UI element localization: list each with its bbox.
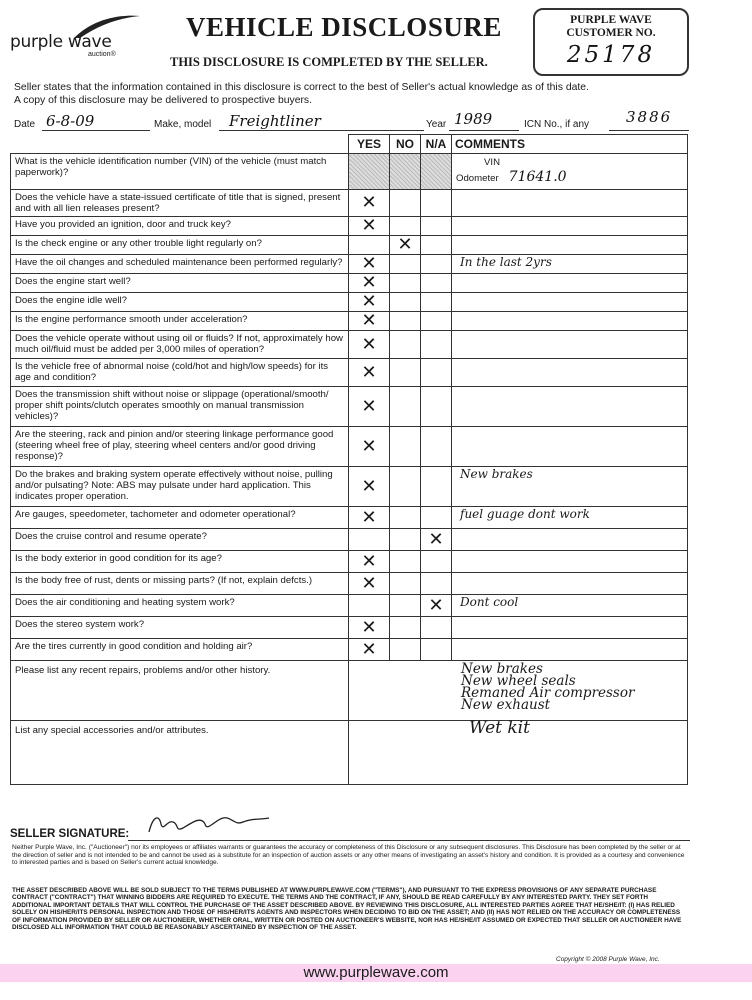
no-cell[interactable] <box>390 154 421 190</box>
signature-line <box>10 826 690 842</box>
no-cell[interactable] <box>390 274 421 293</box>
repairs-line: New wheel seals <box>461 673 576 689</box>
no-cell[interactable] <box>390 190 421 217</box>
make-label: Make, model <box>154 119 212 130</box>
question-text: Have the oil changes and scheduled maintenance been performed regularly? <box>11 255 349 274</box>
yes-cell[interactable] <box>349 293 390 312</box>
no-cell[interactable] <box>390 573 421 595</box>
footer-bar <box>0 964 752 982</box>
yes-cell[interactable] <box>349 595 390 617</box>
table-row <box>11 507 688 529</box>
checkmark-x-icon: ✕ <box>428 594 444 616</box>
question-text: Do the brakes and braking system operate effectively without noise, pulling and/or pulsating? Note: ABS may pulsate under hard application. This indicates proper operation. <box>11 467 349 507</box>
no-cell[interactable] <box>390 236 421 255</box>
yes-cell[interactable] <box>349 190 390 217</box>
checkmark-x-icon: ✕ <box>361 291 377 312</box>
comment-cell: Dont cool <box>452 595 688 617</box>
na-cell[interactable] <box>421 507 452 529</box>
checkmark-x-icon: ✕ <box>361 572 377 594</box>
na-cell[interactable] <box>421 639 452 661</box>
comment-cell <box>452 387 688 427</box>
yes-cell[interactable] <box>349 217 390 236</box>
question-text: Does the cruise control and resume operate? <box>11 529 349 551</box>
signature-underline <box>128 840 690 841</box>
icn-underline <box>609 130 689 131</box>
table-row <box>11 217 688 236</box>
question-text: Is the engine performance smooth under acceleration? <box>11 312 349 331</box>
question-text: Does the engine idle well? <box>11 293 349 312</box>
checkmark-x-icon: ✕ <box>361 550 377 572</box>
copyright: Copyright © 2008 Purple Wave, Inc. <box>556 956 660 963</box>
yes-cell[interactable] <box>349 312 390 331</box>
yes-cell[interactable] <box>349 359 390 387</box>
na-cell[interactable] <box>421 154 452 190</box>
comment-cell <box>452 236 688 255</box>
repairs-line: Remaned Air compressor <box>461 685 635 701</box>
year-underline <box>449 130 519 131</box>
no-cell[interactable] <box>390 639 421 661</box>
yes-cell[interactable] <box>349 387 390 427</box>
question-text: Does the air conditioning and heating system work? <box>11 595 349 617</box>
table-row <box>11 274 688 293</box>
yes-cell[interactable] <box>349 551 390 573</box>
comment-cell: New brakes <box>452 467 688 507</box>
checkmark-x-icon: ✕ <box>361 192 377 213</box>
table-row <box>11 293 688 312</box>
comment-cell <box>452 427 688 467</box>
checkmark-x-icon: ✕ <box>361 475 377 497</box>
repairs-line: New brakes <box>461 661 543 677</box>
na-cell[interactable] <box>421 617 452 639</box>
question-text: Have you provided an ignition, door and truck key? <box>11 217 349 236</box>
intro-line-1: Seller states that the information contained in this disclosure is correct to the best of Seller's actual knowledge as of this date. <box>14 82 589 93</box>
table-row <box>11 154 688 190</box>
comment-cell: fuel guage dont work <box>452 507 688 529</box>
yes-cell[interactable] <box>349 639 390 661</box>
yes-cell[interactable] <box>349 427 390 467</box>
question-text: Does the vehicle operate without using oil or fluids? If not, approximately how much oil/fluid must be added per 3,000 miles of operation? <box>11 331 349 359</box>
accessories-label: List any special accessories and/or attributes. <box>11 721 349 785</box>
na-cell[interactable] <box>421 359 452 387</box>
comment-cell <box>452 639 688 661</box>
yes-cell[interactable] <box>349 236 390 255</box>
repairs-row <box>11 661 688 721</box>
comment-cell <box>452 529 688 551</box>
checkmark-x-icon: ✕ <box>361 310 377 331</box>
table-row <box>11 387 688 427</box>
make-value: Freightliner <box>229 112 321 130</box>
no-cell[interactable] <box>390 427 421 467</box>
comment-cell <box>452 617 688 639</box>
odometer-value: 71641.0 <box>508 169 567 185</box>
yes-cell[interactable] <box>349 507 390 529</box>
question-text: Does the engine start well? <box>11 274 349 293</box>
icn-label: ICN No., if any <box>524 119 590 130</box>
table-row <box>11 236 688 255</box>
signature-label: SELLER SIGNATURE: <box>10 828 130 840</box>
date-label: Date <box>14 119 36 130</box>
no-cell[interactable] <box>390 595 421 617</box>
checkmark-x-icon: ✕ <box>361 215 377 236</box>
checkmark-x-icon: ✕ <box>361 272 377 293</box>
na-cell[interactable] <box>421 387 452 427</box>
no-cell[interactable] <box>390 507 421 529</box>
accessories-row <box>11 721 688 785</box>
checkmark-x-icon: ✕ <box>361 253 377 274</box>
checkmark-x-icon: ✕ <box>361 395 377 417</box>
legal-disclaimer: Neither Purple Wave, Inc. ("Auctioneer") nor its employees or affiliates warrants or guarantees the accuracy or completeness of this Disclosure or any subsequent disclosures. This Disclosure has been completed by the seller or at the direction of seller and is not intended to be and cannot be used as a substitute for an inspection of auction assets or any other means of investigating an asset's history and condition. It is provided as a courtesy and convenience to interested parties and is based on Seller's current actual knowledge. <box>12 844 685 867</box>
year-label: Year <box>426 119 447 130</box>
comments-header: COMMENTS <box>452 135 688 154</box>
no-cell[interactable] <box>390 529 421 551</box>
no-cell[interactable] <box>390 467 421 507</box>
comment-cell <box>452 293 688 312</box>
yes-cell[interactable] <box>349 154 390 190</box>
question-text: What is the vehicle identification number (VIN) of the vehicle (must match paperwork)? <box>11 154 349 190</box>
question-text: Does the transmission shift without noise or slippage (operational/smooth/ proper shift points/clutch operates smoothly on manual transmission vehicles)? <box>11 387 349 427</box>
comment-cell <box>452 217 688 236</box>
no-header: NO <box>390 135 421 154</box>
question-text: Are gauges, speedometer, tachometer and odometer operational? <box>11 507 349 529</box>
checkmark-x-icon: ✕ <box>361 638 377 660</box>
comment-cell: In the last 2yrs <box>452 255 688 274</box>
no-cell[interactable] <box>390 331 421 359</box>
page-title: VEHICLE DISCLOSURE <box>186 12 502 42</box>
table-row <box>11 639 688 661</box>
customer-number: 25178 <box>566 42 656 68</box>
checkmark-x-icon: ✕ <box>361 616 377 638</box>
question-text: Are the tires currently in good condition and holding air? <box>11 639 349 661</box>
yes-cell[interactable] <box>349 274 390 293</box>
table-row <box>11 331 688 359</box>
comment-cell <box>452 312 688 331</box>
odometer-label: Odometer <box>456 173 499 184</box>
checkmark-x-icon: ✕ <box>361 435 377 457</box>
na-cell[interactable] <box>421 274 452 293</box>
table-row <box>11 617 688 639</box>
na-cell[interactable] <box>421 427 452 467</box>
no-cell[interactable] <box>390 217 421 236</box>
question-text: Does the stereo system work? <box>11 617 349 639</box>
year-value: 1989 <box>454 110 493 128</box>
icn-value: 3886 <box>626 108 673 126</box>
question-text: Does the vehicle have a state-issued certificate of title that is signed, present and with all lien releases present? <box>11 190 349 217</box>
disclosure-table <box>10 134 688 785</box>
no-cell[interactable] <box>390 359 421 387</box>
yes-cell[interactable] <box>349 529 390 551</box>
na-cell[interactable] <box>421 312 452 331</box>
footer-url[interactable]: www.purplewave.com <box>303 964 449 981</box>
table-row <box>11 312 688 331</box>
na-cell[interactable] <box>421 551 452 573</box>
comment-cell <box>452 190 688 217</box>
na-cell[interactable] <box>421 573 452 595</box>
no-cell[interactable] <box>390 551 421 573</box>
signature-scribble-icon <box>145 810 275 838</box>
yes-cell[interactable] <box>349 467 390 507</box>
table-row <box>11 529 688 551</box>
yes-header: YES <box>349 135 390 154</box>
repairs-comments <box>349 661 688 721</box>
no-cell[interactable] <box>390 255 421 274</box>
page-subtitle: THIS DISCLOSURE IS COMPLETED BY THE SELLER. <box>170 55 488 69</box>
na-header: N/A <box>421 135 452 154</box>
date-value: 6-8-09 <box>46 112 95 130</box>
legal-terms: THE ASSET DESCRIBED ABOVE WILL BE SOLD SUBJECT TO THE TERMS PUBLISHED AT WWW.PURPLEWAVE.COM ("TERMS"), AND PURSUANT TO THE EXPRESS PROVISIONS OF ANY SEPARATE PURCHASE CONTRACT ("CONTRACT") THAT WINNING BIDDERS ARE REQUIRED TO EXECUTE. THE TERMS AND THE CONTRACT, IF ANY, SHOULD BE READ CAREFULLY BY ANY INTERESTED PARTY. THEY SET FORTH ADDITIONAL IMPORTANT DETAILS THAT WILL CONTROL THE PURCHASE OF THE ASSET DESCRIBED ABOVE. BY REVIEWING THIS DISCLOSURE, ALL INTERESTED PARTIES AGREE THAT HE/SHE/IT: (I) HAS RELIED SOLELY ON HIS/HER/ITS PERSONAL INSPECTION AND THOSE OF HIS/HER/ITS AGENTS AND INSPECTORS WHEN DECIDING TO BID ON THE ASSET; AND (II) HAS NOT RELIED ON THE ACCURACY OR COMPLETENESS OF INFORMATION PROVIDED BY SELLER OR AUCTIONEER, WHETHER ORAL, WRITTEN OR POSTED ON AUCTIONEER'S WEBSITE, NOR HAS HE/SHE/IT ASSUMED OR EXPECTED THAT SELLER OR AUCTIONEER HAVE DISCLOSED ALL INFORMATION THAT COULD BE REASONABLY ASCERTAINED BY INSPECTION OF THE ASSET. <box>12 887 682 932</box>
checkmark-x-icon: ✕ <box>361 333 377 355</box>
logo <box>10 28 150 58</box>
odometer-line <box>456 170 683 186</box>
fields-line <box>14 108 694 132</box>
table-row <box>11 427 688 467</box>
na-cell[interactable] <box>421 529 452 551</box>
checkmark-x-icon: ✕ <box>361 361 377 383</box>
comment-cell <box>452 331 688 359</box>
table-row <box>11 255 688 274</box>
intro-line-2: A copy of this disclosure may be delivered to prospective buyers. <box>14 95 313 106</box>
customer-number-box <box>533 8 689 76</box>
no-cell[interactable] <box>390 387 421 427</box>
question-text: Is the vehicle free of abnormal noise (cold/hot and high/low speeds) for its age and condition? <box>11 359 349 387</box>
question-text: Are the steering, rack and pinion and/or steering linkage performance good (steering wheel free of play, steering wheel centers and/or good driving response)? <box>11 427 349 467</box>
question-text: Is the body exterior in good condition for its age? <box>11 551 349 573</box>
comment-cell <box>452 274 688 293</box>
table-row <box>11 359 688 387</box>
no-cell[interactable] <box>390 312 421 331</box>
comment-cell <box>452 551 688 573</box>
question-text: Is the body free of rust, dents or missing parts? (If not, explain defcts.) <box>11 573 349 595</box>
accessories-value: Wet kit <box>349 721 688 785</box>
na-cell[interactable] <box>421 217 452 236</box>
customer-box-label-1: PURPLE WAVE <box>570 14 652 26</box>
table-row <box>11 467 688 507</box>
na-cell[interactable] <box>421 190 452 217</box>
repairs-label: Please list any recent repairs, problems and/or other history. <box>11 661 349 721</box>
table-row <box>11 595 688 617</box>
na-cell[interactable] <box>421 236 452 255</box>
question-header <box>11 135 349 154</box>
na-cell[interactable] <box>421 331 452 359</box>
na-cell[interactable] <box>421 293 452 312</box>
checkmark-x-icon: ✕ <box>397 234 413 255</box>
yes-cell[interactable] <box>349 617 390 639</box>
table-row <box>11 551 688 573</box>
na-cell[interactable] <box>421 595 452 617</box>
checkmark-x-icon: ✕ <box>361 506 377 528</box>
table-row <box>11 190 688 217</box>
yes-cell[interactable] <box>349 255 390 274</box>
na-cell[interactable] <box>421 467 452 507</box>
comment-cell <box>452 154 688 190</box>
make-underline <box>219 130 424 131</box>
logo-sub: auction® <box>88 51 116 58</box>
na-cell[interactable] <box>421 255 452 274</box>
customer-box-label-2: CUSTOMER NO. <box>566 27 656 39</box>
comment-cell <box>452 573 688 595</box>
yes-cell[interactable] <box>349 573 390 595</box>
question-rows <box>11 154 688 661</box>
table-row <box>11 573 688 595</box>
yes-cell[interactable] <box>349 331 390 359</box>
repairs-line: New exhaust <box>461 697 551 713</box>
vin-label: VIN <box>484 157 500 168</box>
logo-name: purple wave <box>10 32 112 52</box>
no-cell[interactable] <box>390 293 421 312</box>
checkmark-x-icon: ✕ <box>428 528 444 550</box>
question-text: Is the check engine or any other trouble light regularly on? <box>11 236 349 255</box>
date-underline <box>42 130 150 131</box>
comment-cell <box>452 359 688 387</box>
no-cell[interactable] <box>390 617 421 639</box>
